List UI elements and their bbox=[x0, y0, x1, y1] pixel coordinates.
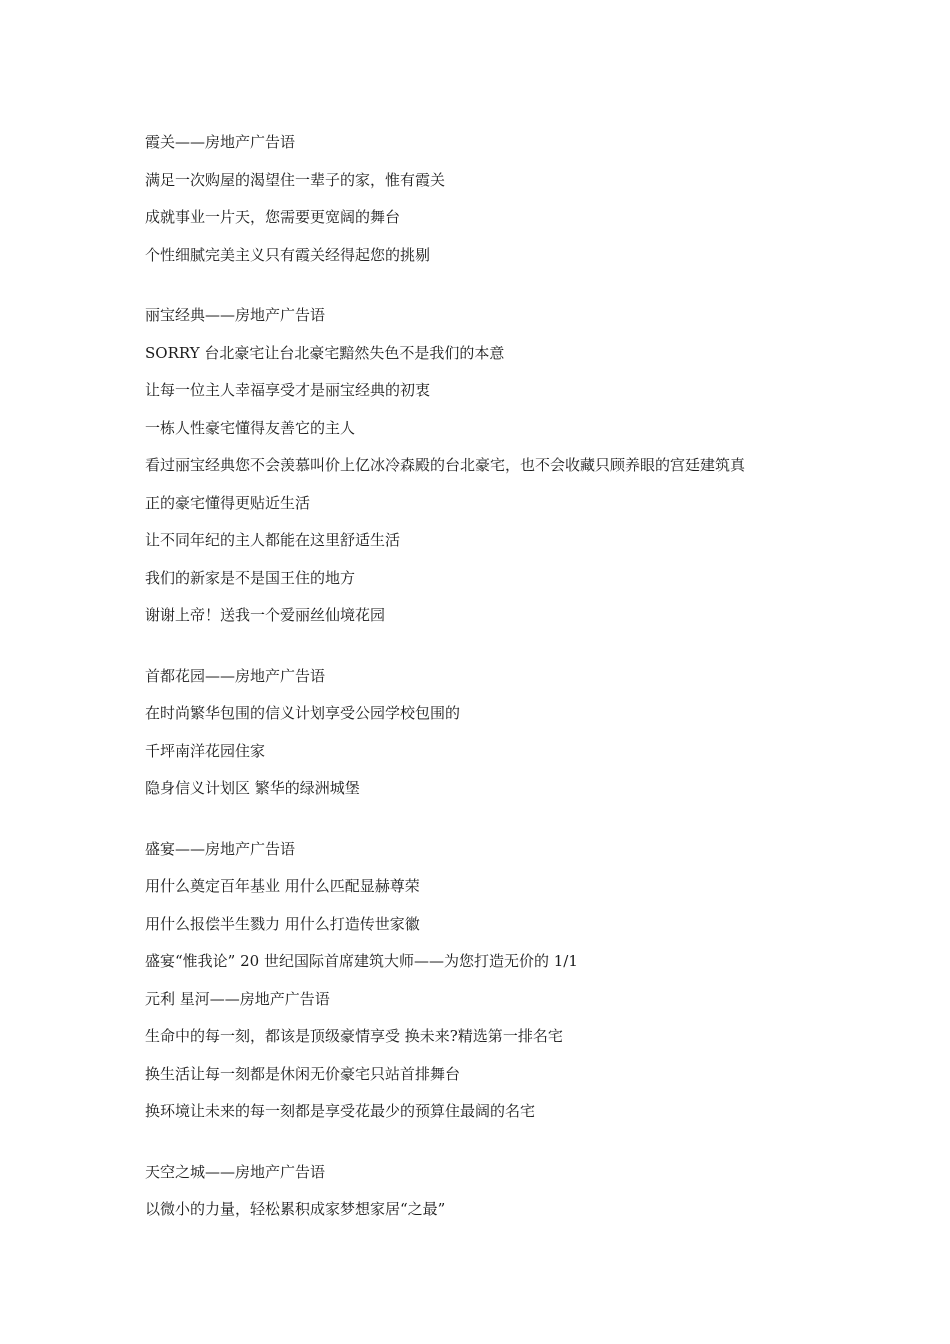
slogan-line: 正的豪宅懂得更贴近生活 bbox=[145, 493, 311, 512]
slogan-line: 我们的新家是不是国王住的地方 bbox=[145, 568, 356, 587]
slogan-line: 盛宴“惟我论” 20 世纪国际首席建筑大师——为您打造无价的 1/1 bbox=[145, 952, 578, 970]
section-title: 霞关——房地产广告语 bbox=[145, 133, 296, 151]
slogan-line: 用什么报偿半生戮力 用什么打造传世家徽 bbox=[145, 914, 420, 933]
section-title: 丽宝经典——房地产广告语 bbox=[145, 306, 326, 324]
section-shengyan bbox=[145, 831, 825, 981]
slogan-line: 个性细腻完美主义只有霞关经得起您的挑剔 bbox=[145, 245, 431, 264]
section-title: 天空之城——房地产广告语 bbox=[145, 1162, 326, 1181]
section-title: 首都花园——房地产广告语 bbox=[145, 666, 326, 685]
section-libao-jingdian bbox=[145, 297, 825, 635]
slogan-line: 一栋人性豪宅懂得友善它的主人 bbox=[145, 418, 356, 437]
slogan-line: 在时尚繁华包围的信义计划享受公园学校包围的 bbox=[145, 704, 461, 722]
slogan-line: 隐身信义计划区 繁华的绿洲城堡 bbox=[145, 779, 360, 797]
slogan-line: 换环境让未来的每一刻都是享受花最少的预算住最阔的名宅 bbox=[145, 1102, 536, 1120]
slogan-line: 满足一次购屋的渴望住一辈子的家，惟有霞关 bbox=[145, 170, 446, 189]
slogan-line: 谢谢上帝！送我一个爱丽丝仙境花园 bbox=[145, 606, 386, 624]
slogan-line: 成就事业一片天，您需要更宽阔的舞台 bbox=[145, 208, 401, 226]
slogan-line: 生命中的每一刻，都该是顶级豪情享受 换未来?精选第一排名宅 bbox=[145, 1027, 563, 1045]
slogan-line: 用什么奠定百年基业 用什么匹配显赫尊荣 bbox=[145, 877, 420, 895]
slogan-line: 以微小的力量，轻松累积成家梦想家居“之最” bbox=[145, 1200, 446, 1218]
section-tiankong-zhicheng bbox=[145, 1154, 825, 1229]
slogan-line: 换生活让每一刻都是休闲无价豪宅只站首排舞台 bbox=[145, 1064, 461, 1083]
section-yuanli-xinghe bbox=[145, 981, 825, 1131]
slogan-line: 让不同年纪的主人都能在这里舒适生活 bbox=[145, 531, 401, 549]
slogan-line: 看过丽宝经典您不会羡慕叫价上亿冰冷森殿的台北豪宅，也不会收藏只顾养眼的宫廷建筑真 bbox=[145, 456, 746, 474]
slogan-line: 千坪南洋花园住家 bbox=[145, 741, 266, 760]
section-title: 元利 星河——房地产广告语 bbox=[145, 989, 330, 1008]
section-xiaguan bbox=[145, 124, 825, 274]
document-body bbox=[145, 124, 825, 1229]
section-shoudu-huayuan bbox=[145, 658, 825, 808]
slogan-line: 让每一位主人幸福享受才是丽宝经典的初衷 bbox=[145, 381, 431, 399]
section-title: 盛宴——房地产广告语 bbox=[145, 839, 296, 858]
slogan-line: SORRY 台北豪宅让台北豪宅黯然失色不是我们的本意 bbox=[145, 343, 505, 362]
